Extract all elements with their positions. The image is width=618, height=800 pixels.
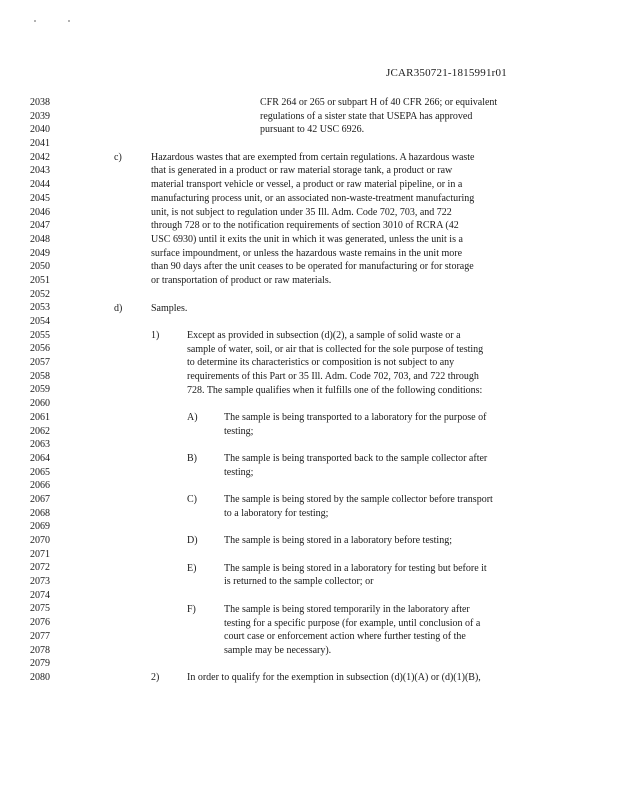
line-number: 2051: [30, 274, 50, 286]
text-line: or transportation of product or raw materials.: [151, 274, 332, 286]
continuation-paragraph: [260, 96, 497, 137]
text-line: is returned to the sample collector; or: [224, 576, 374, 588]
section-d-label: d): [114, 302, 123, 314]
line-number: 2049: [30, 247, 50, 259]
line-number: 2056: [30, 343, 50, 355]
section-c-label: c): [114, 151, 122, 163]
line-number: 2072: [30, 562, 50, 574]
text-line: The sample is being transported back to the sample collector after: [224, 453, 488, 465]
line-number: 2079: [30, 658, 50, 670]
line-number: 2073: [30, 576, 50, 588]
line-number: 2080: [30, 671, 50, 683]
condition-d-text: [224, 534, 452, 548]
text-line: The sample is being stored in a laboratory for testing but before it: [224, 562, 487, 574]
line-number: 2045: [30, 192, 50, 204]
text-line: Hazardous wastes that are exempted from certain regulations. A hazardous waste: [151, 151, 475, 163]
text-line: The sample is being stored temporarily in the laboratory after: [224, 603, 470, 615]
text-line: to a laboratory for testing;: [224, 507, 329, 519]
line-number: 2054: [30, 316, 50, 327]
item-2-paragraph: [187, 671, 481, 685]
text-line: USC 6930) until it exits the unit in which it was generated, unless the unit is a: [151, 233, 463, 245]
text-line: In order to qualify for the exemption in subsection (d)(1)(A) or (d)(1)(B),: [187, 672, 481, 684]
line-number: 2044: [30, 179, 50, 191]
condition-c-text: [224, 493, 493, 520]
item-2-label: 2): [151, 672, 160, 684]
text-line: testing;: [224, 425, 254, 437]
line-number: 2055: [30, 329, 50, 341]
text-line: than 90 days after the unit ceases to be operated for manufacturing or for storage: [151, 261, 474, 273]
text-line: to determine its characteristics or composition is not subject to any: [187, 357, 455, 369]
text-line: sample may be necessary).: [224, 644, 332, 656]
text-line: pursuant to 42 USC 6926.: [260, 124, 365, 136]
condition-d-label: D): [187, 535, 198, 547]
text-line: The sample is being stored in a laboratory before testing;: [224, 535, 452, 547]
line-number: 2052: [30, 288, 50, 300]
condition-f-label: F): [187, 603, 196, 615]
line-number: 2065: [30, 466, 50, 478]
line-number-column: [30, 96, 50, 685]
condition-b-text: [224, 452, 487, 479]
text-line: unit, is not subject to regulation under 35 Ill. Adm. Code 702, 703, and 722: [151, 206, 452, 218]
line-number: 2074: [30, 589, 50, 601]
line-number: 2062: [30, 425, 50, 437]
scan-speck: [68, 20, 70, 22]
section-d-heading: Samples.: [151, 302, 188, 314]
text-line: court case or enforcement action where further testing of the: [224, 631, 466, 643]
line-number: 2069: [30, 521, 50, 533]
text-line: Except as provided in subsection (d)(2), a sample of solid waste or a: [187, 329, 461, 341]
line-number: 2078: [30, 644, 50, 656]
scan-speck: [34, 20, 36, 22]
text-line: requirements of this Part or 35 Ill. Adm. Code 702, 703, and 722 through: [187, 370, 479, 382]
condition-e-label: E): [187, 562, 197, 574]
line-number: 2042: [30, 151, 50, 163]
line-number: 2061: [30, 411, 50, 423]
text-line: material transport vehicle or vessel, a product or raw material pipeline, or in a: [151, 179, 463, 191]
line-number: 2048: [30, 233, 50, 245]
text-line: testing for a specific purpose (for example, until conclusion of a: [224, 617, 481, 629]
text-line: regulations of a sister state that USEPA has approved: [260, 110, 473, 122]
line-number: 2076: [30, 617, 50, 629]
line-number: 2070: [30, 535, 50, 546]
line-number: 2071: [30, 548, 50, 560]
condition-c-label: C): [187, 494, 197, 506]
condition-a-label: A): [187, 412, 198, 424]
line-number: 2063: [30, 439, 50, 451]
condition-b-label: B): [187, 453, 197, 465]
line-number: 2041: [30, 138, 50, 150]
line-number: 2053: [30, 302, 50, 314]
line-number: 2060: [30, 398, 50, 410]
text-line: through 728 or to the notification requirements of section 3010 of RCRA (42: [151, 220, 459, 232]
text-line: sample of water, soil, or air that is collected for the sole purpose of testing: [187, 343, 484, 355]
line-number: 2050: [30, 261, 50, 273]
line-number: 2057: [30, 357, 50, 369]
text-line: manufacturing process unit, or an associated non-waste-treatment manufacturing: [151, 192, 475, 204]
text-line: testing;: [224, 466, 254, 478]
line-number: 2066: [30, 480, 50, 492]
text-line: that is generated in a product or raw material storage tank, a product or raw: [151, 165, 453, 177]
line-number: 2038: [30, 97, 50, 108]
line-number: 2064: [30, 452, 50, 464]
item-1-paragraph: [187, 329, 483, 397]
line-number: 2043: [30, 165, 50, 177]
condition-a-text: [224, 411, 486, 438]
text-line: surface impoundment, or unless the hazardous waste remains in the unit more: [151, 247, 463, 259]
line-number: 2039: [30, 110, 50, 122]
line-number: 2068: [30, 507, 50, 519]
text-line: CFR 264 or 265 or subpart H of 40 CFR 266; or equivalent: [260, 97, 498, 108]
line-number: 2059: [30, 384, 50, 396]
line-number: 2046: [30, 206, 50, 218]
text-line: The sample is being transported to a laboratory for the purpose of: [224, 412, 487, 424]
item-1-label: 1): [151, 329, 160, 341]
line-number: 2058: [30, 370, 50, 382]
document-id: JCAR350721-1815991r01: [386, 67, 507, 79]
line-number: 2040: [30, 124, 50, 136]
text-line: The sample is being stored by the sample collector before transport: [224, 494, 493, 506]
condition-f-text: [224, 603, 480, 658]
section-c-paragraph: [151, 151, 475, 288]
line-number: 2067: [30, 493, 50, 505]
line-number: 2047: [30, 220, 50, 232]
condition-e-text: [224, 562, 487, 589]
line-number: 2075: [30, 603, 50, 615]
text-line: 728. The sample qualifies when it fulfills one of the following conditions:: [187, 384, 483, 396]
line-number: 2077: [30, 630, 50, 642]
